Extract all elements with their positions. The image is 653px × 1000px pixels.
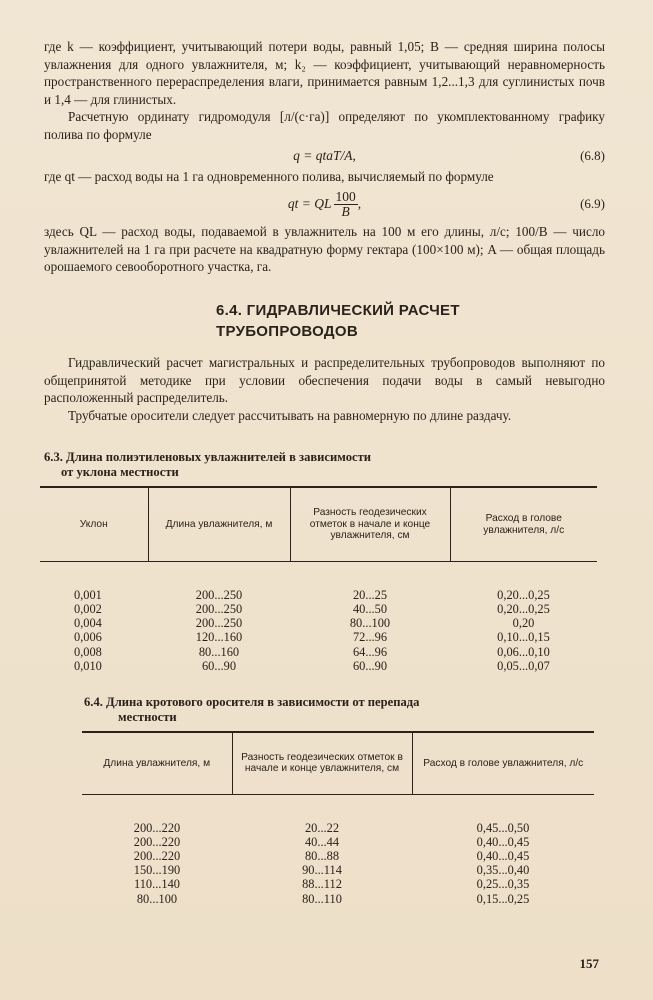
table-row: 0,010 60...90 60...90 0,05...0,07	[74, 658, 550, 673]
formula-6-9-number: (6.9)	[580, 196, 605, 212]
table-6-4-header-flow: Расход в голове увлажнителя, л/с	[412, 732, 594, 794]
table-row: 0,004 200...250 80...100 0,20	[74, 616, 535, 631]
formula-6-9	[44, 185, 605, 223]
table-6-3	[40, 486, 597, 673]
table-row: 200...220 20...22 0,45...0,50	[133, 820, 530, 835]
section-heading	[44, 300, 605, 342]
paragraph-hydraulic-calc: Гидравлический расчет магистральных и распределительных трубопроводов выполняют по общепринятой методике при условии обеспечения подачи воды в самый невыгодно расположенный распределитель.	[44, 354, 605, 406]
page-number: 157	[579, 956, 599, 971]
paragraph-coefficients: где k — коэффициент, учитывающий потери воды, равный 1,05; B — средняя ширина полосы увлажнения для одного увлажнителя, м; k₂ — коэффициент, учитывающий неравномерность пространственного перераспределения влаги, принимается равным 1,2...1,3 для суглинистых почв и 1,4 — для глинистых.	[44, 39, 605, 107]
formula-6-8-body: q = qtaT/A,	[293, 147, 356, 163]
paragraph-tube-irrigators: Трубчатые оросители следует рассчитывать на равномерную по длине раздачу.	[68, 407, 512, 423]
table-6-3-header-flow: Расход в голове увлажнителя, л/с	[450, 487, 597, 561]
table-6-3-header-length: Длина увлажнителя, м	[148, 487, 290, 561]
table-6-4-caption-line1: 6.4. Длина кротового оросителя в зависимости от перепада	[84, 695, 420, 710]
table-row: 150...190 90...114 0,35...0,40	[133, 863, 530, 878]
table-6-4-header-length: Длина увлажнителя, м	[103, 757, 211, 769]
table-6-3-caption-line2: от уклона местности	[61, 465, 179, 480]
table-6-3-header-elevation: Разность геодезических отметок в начале и конце увлажнителя, см	[290, 487, 450, 561]
paragraph-qt-definition: где qt — расход воды на 1 га одновременного полива, вычисляемый по формуле	[44, 168, 494, 184]
table-6-4-caption-line2: местности	[118, 710, 177, 725]
formula-6-8	[44, 144, 605, 168]
formula-6-9-tail: ,	[357, 196, 362, 212]
table-row: 200...220 40...44 0,40...0,45	[133, 834, 530, 849]
fraction-denominator: B	[341, 203, 350, 219]
table-6-3-header-slope: Уклон	[79, 518, 108, 530]
table-row: 0,001 200...250 20...25 0,20...0,25	[74, 587, 550, 602]
table-row: 0,002 200...250 40...50 0,20...0,25	[74, 602, 550, 617]
paragraph-variables: здесь QL — расход воды, подаваемой в увлажнитель на 100 м его длины, л/с; 100/B — число увлажнителей на 1 га при расчете на квадратную форму гектара (100×100 м); A — общая площадь орошаемого севооборотного участка, га.	[44, 224, 605, 275]
table-6-3-caption-line1: 6.3. Длина полиэтиленовых увлажнителей в зависимости	[44, 450, 372, 465]
formula-6-9-fraction	[334, 190, 358, 219]
formula-6-9-lhs: qt = QL	[287, 196, 332, 212]
table-6-3-caption	[44, 450, 605, 480]
table-row: 200...220 80...88 0,40...0,45	[133, 848, 530, 863]
formula-6-8-number: (6.8)	[580, 147, 605, 163]
table-row: 110...140 88...112 0,25...0,35	[133, 877, 530, 892]
table-6-4-header-elevation: Разность геодезических отметок в начале и конце увлажнителя, см	[232, 732, 412, 794]
table-row: 0,008 80...160 64...96 0,06...0,10	[74, 644, 550, 659]
table-6-4	[82, 731, 594, 906]
table-row: 0,006 120...160 72...96 0,10...0,15	[74, 630, 550, 645]
section-heading-line2: ТРУБОПРОВОДОВ	[216, 322, 359, 340]
table-6-4-caption	[44, 695, 605, 725]
paragraph-hydromodule: Расчетную ординату гидромодуля [л/(с·га)] определяют по укомплектованному графику полива по формуле	[44, 109, 605, 142]
table-row: 80...100 80...110 0,15...0,25	[136, 891, 530, 906]
fraction-numerator: 100	[335, 188, 356, 204]
section-heading-line1: 6.4. ГИДРАВЛИЧЕСКИЙ РАСЧЕТ	[216, 301, 460, 319]
